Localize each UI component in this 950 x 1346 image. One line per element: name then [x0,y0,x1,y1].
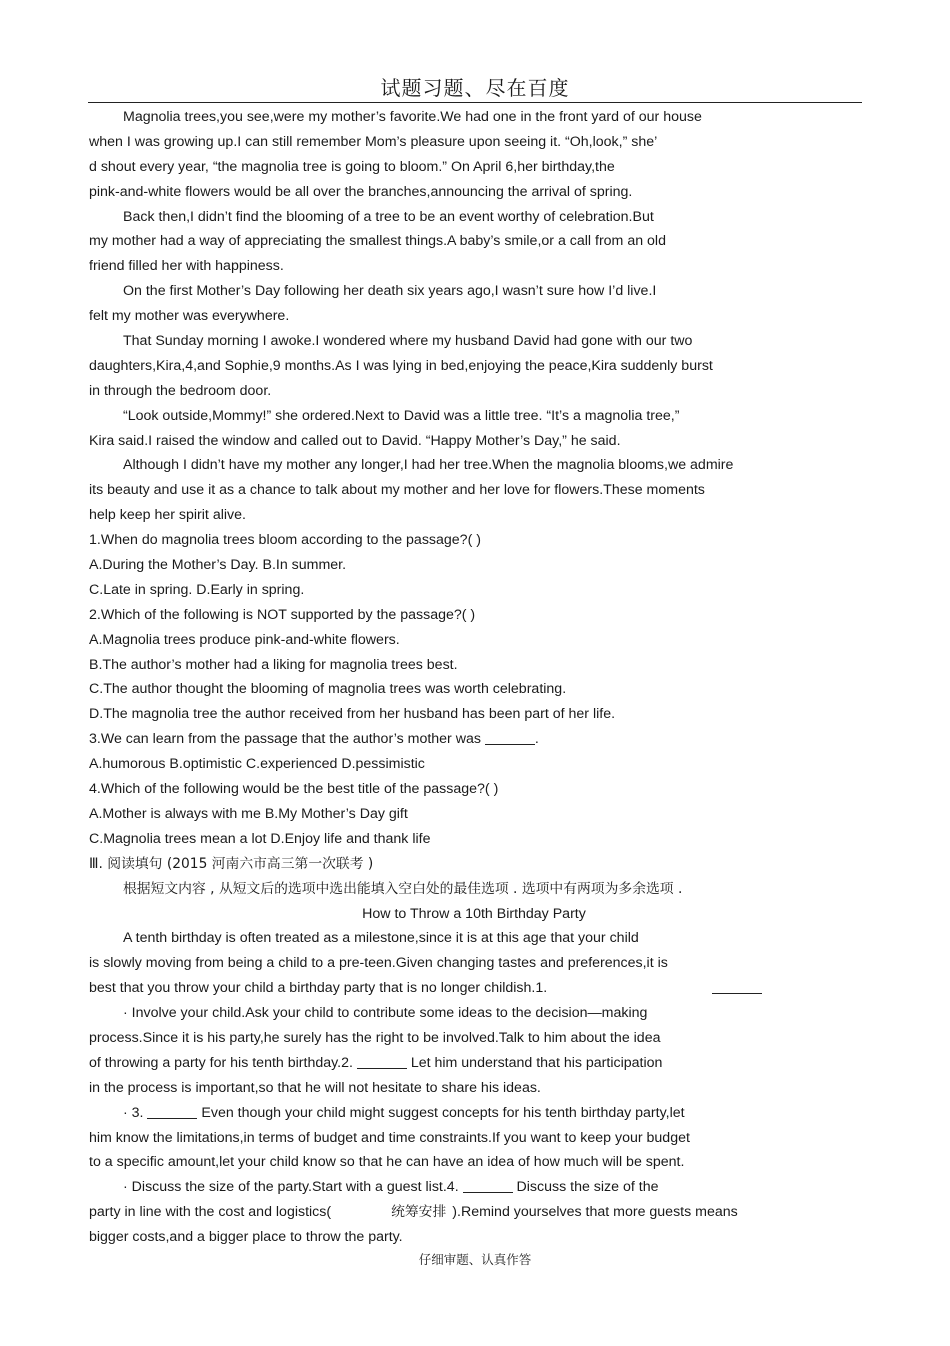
passage-line: Kira said.I raised the window and called out to David. “Happy Mother’s Day,” he said. [89,432,621,449]
passage-text: Let him understand that his participation [406,1054,663,1071]
passage-text: · 3. [123,1104,148,1121]
answer-blank [485,730,535,745]
question-4-option: A.Mother is always with me B.My Mother’s Day gift [89,805,408,822]
passage-line: Although I didn’t have my mother any longer,I had her tree.When the magnolia blooms,we admire [123,457,734,474]
question-1-option: A.During the Mother’s Day. B.In summer. [89,557,347,574]
passage-line [89,1200,859,1225]
question-2-option: C.The author thought the blooming of magnolia trees was worth celebrating. [89,681,567,698]
question-2-option: A.Magnolia trees produce pink-and-white flowers. [89,631,400,648]
answer-blank-3 [147,1104,197,1119]
answer-blank-2 [357,1054,407,1069]
passage-line: “Look outside,Mommy!” she ordered.Next to David was a little tree. “It’s a magnolia tree,” [123,407,680,424]
passage-text: Discuss the size of the [512,1179,659,1196]
passage-line: pink-and-white flowers would be all over the branches,announcing the arrival of spring. [89,183,633,200]
passage-line: my mother had a way of appreciating the smallest things.A baby’s smile,or a call from an old [89,233,666,250]
passage-line: to a specific amount,let your child know so that he can have an idea of how much will be spent. [89,1154,685,1171]
passage-line: On the first Mother’s Day following her death six years ago,I wasn’t sure how I’d live.I [123,283,657,300]
passage-line [89,976,859,1001]
passage-line [89,1051,859,1076]
passage-line: in through the bedroom door. [89,382,272,399]
passage-line: A tenth birthday is often treated as a milestone,since it is at this age that your child [123,930,639,947]
passage-line: its beauty and use it as a chance to talk about my mother and her love for flowers.These moments [89,482,705,499]
question-2-option: B.The author’s mother had a liking for magnolia trees best. [89,656,458,673]
passage-line: friend filled her with happiness. [89,258,284,275]
question-2-stem: 2.Which of the following is NOT supported by the passage?( ) [89,606,476,623]
passage-line [89,1101,859,1126]
section-instruction: 根据短文内容 , 从短文后的选项中选出能填入空白处的最佳选项 . 选项中有两项为多余选项 . [123,880,683,897]
question-1-stem: 1.When do magnolia trees bloom according to the passage?( ) [89,532,481,549]
passage-line: is slowly moving from being a child to a pre-teen.Given changing tastes and preferences,it is [89,955,668,972]
passage-line: · Involve your child.Ask your child to contribute some ideas to the decision—making [123,1005,648,1022]
section-heading: Ⅲ. 阅读填句 (2015 河南六市高三第一次联考 ) [89,855,374,872]
answer-blank-4 [463,1178,513,1193]
header-rule [88,102,862,103]
page-footer: 仔细审题、认真作答 [418,1252,532,1267]
question-3-text: 3.We can learn from the passage that the author’s mother was [89,731,485,748]
passage-text: Even though your child might suggest concepts for his tenth birthday party,let [197,1104,685,1121]
chinese-gloss: 统筹安排 [391,1204,447,1221]
passage-line: d shout every year, “the magnolia tree is going to bloom.” On April 6,her birthday,the [89,158,615,175]
passage-title: How to Throw a 10th Birthday Party [362,905,586,922]
question-4-stem: 4.Which of the following would be the best title of the passage?( ) [89,781,499,798]
passage-line: That Sunday morning I awoke.I wondered where my husband David had gone with our two [123,333,693,350]
page-header: 试题习题、尽在百度 [380,76,570,100]
passage-text: party in line with the cost and logistics( [89,1204,332,1221]
passage-line: felt my mother was everywhere. [89,308,290,325]
question-3-stem [89,727,859,752]
passage-line: process.Since it is his party,he surely has the right to be involved.Talk to him about the idea [89,1029,661,1046]
passage-line: when I was growing up.I can still remember Mom’s pleasure upon seeing it. “Oh,look,” she’ [89,133,658,150]
passage-text: ).Remind yourselves that more guests means [452,1204,738,1221]
question-1-option: C.Late in spring. D.Early in spring. [89,581,305,598]
passage-text: · Discuss the size of the party.Start with a guest list.4. [123,1179,463,1196]
passage-line: him know the limitations,in terms of budget and time constraints.If you want to keep your budget [89,1129,690,1146]
question-3-option: A.humorous B.optimistic C.experienced D.pessimistic [89,756,425,773]
passage-line: Magnolia trees,you see,were my mother’s favorite.We had one in the front yard of our house [123,109,702,125]
passage-text: of throwing a party for his tenth birthday.2. [89,1054,357,1071]
passage-line: Back then,I didn’t find the blooming of a tree to be an event worthy of celebration.But [123,208,654,225]
question-2-option: D.The magnolia tree the author received from her husband has been part of her life. [89,706,616,723]
passage-line: daughters,Kira,4,and Sophie,9 months.As I was lying in bed,enjoying the peace,Kira suddenly burst [89,357,713,374]
passage-line: in the process is important,so that he will not hesitate to share his ideas. [89,1079,541,1096]
document-body [89,105,859,1250]
passage-line: help keep her spirit alive. [89,507,246,524]
passage-text: best that you throw your child a birthday party that is no longer childish.1. [89,980,548,997]
passage-line [89,1175,859,1200]
answer-blank-1 [712,979,762,994]
question-4-option: C.Magnolia trees mean a lot D.Enjoy life and thank life [89,830,431,847]
question-3-period: . [534,731,539,748]
passage-line: bigger costs,and a bigger place to throw the party. [89,1229,403,1246]
